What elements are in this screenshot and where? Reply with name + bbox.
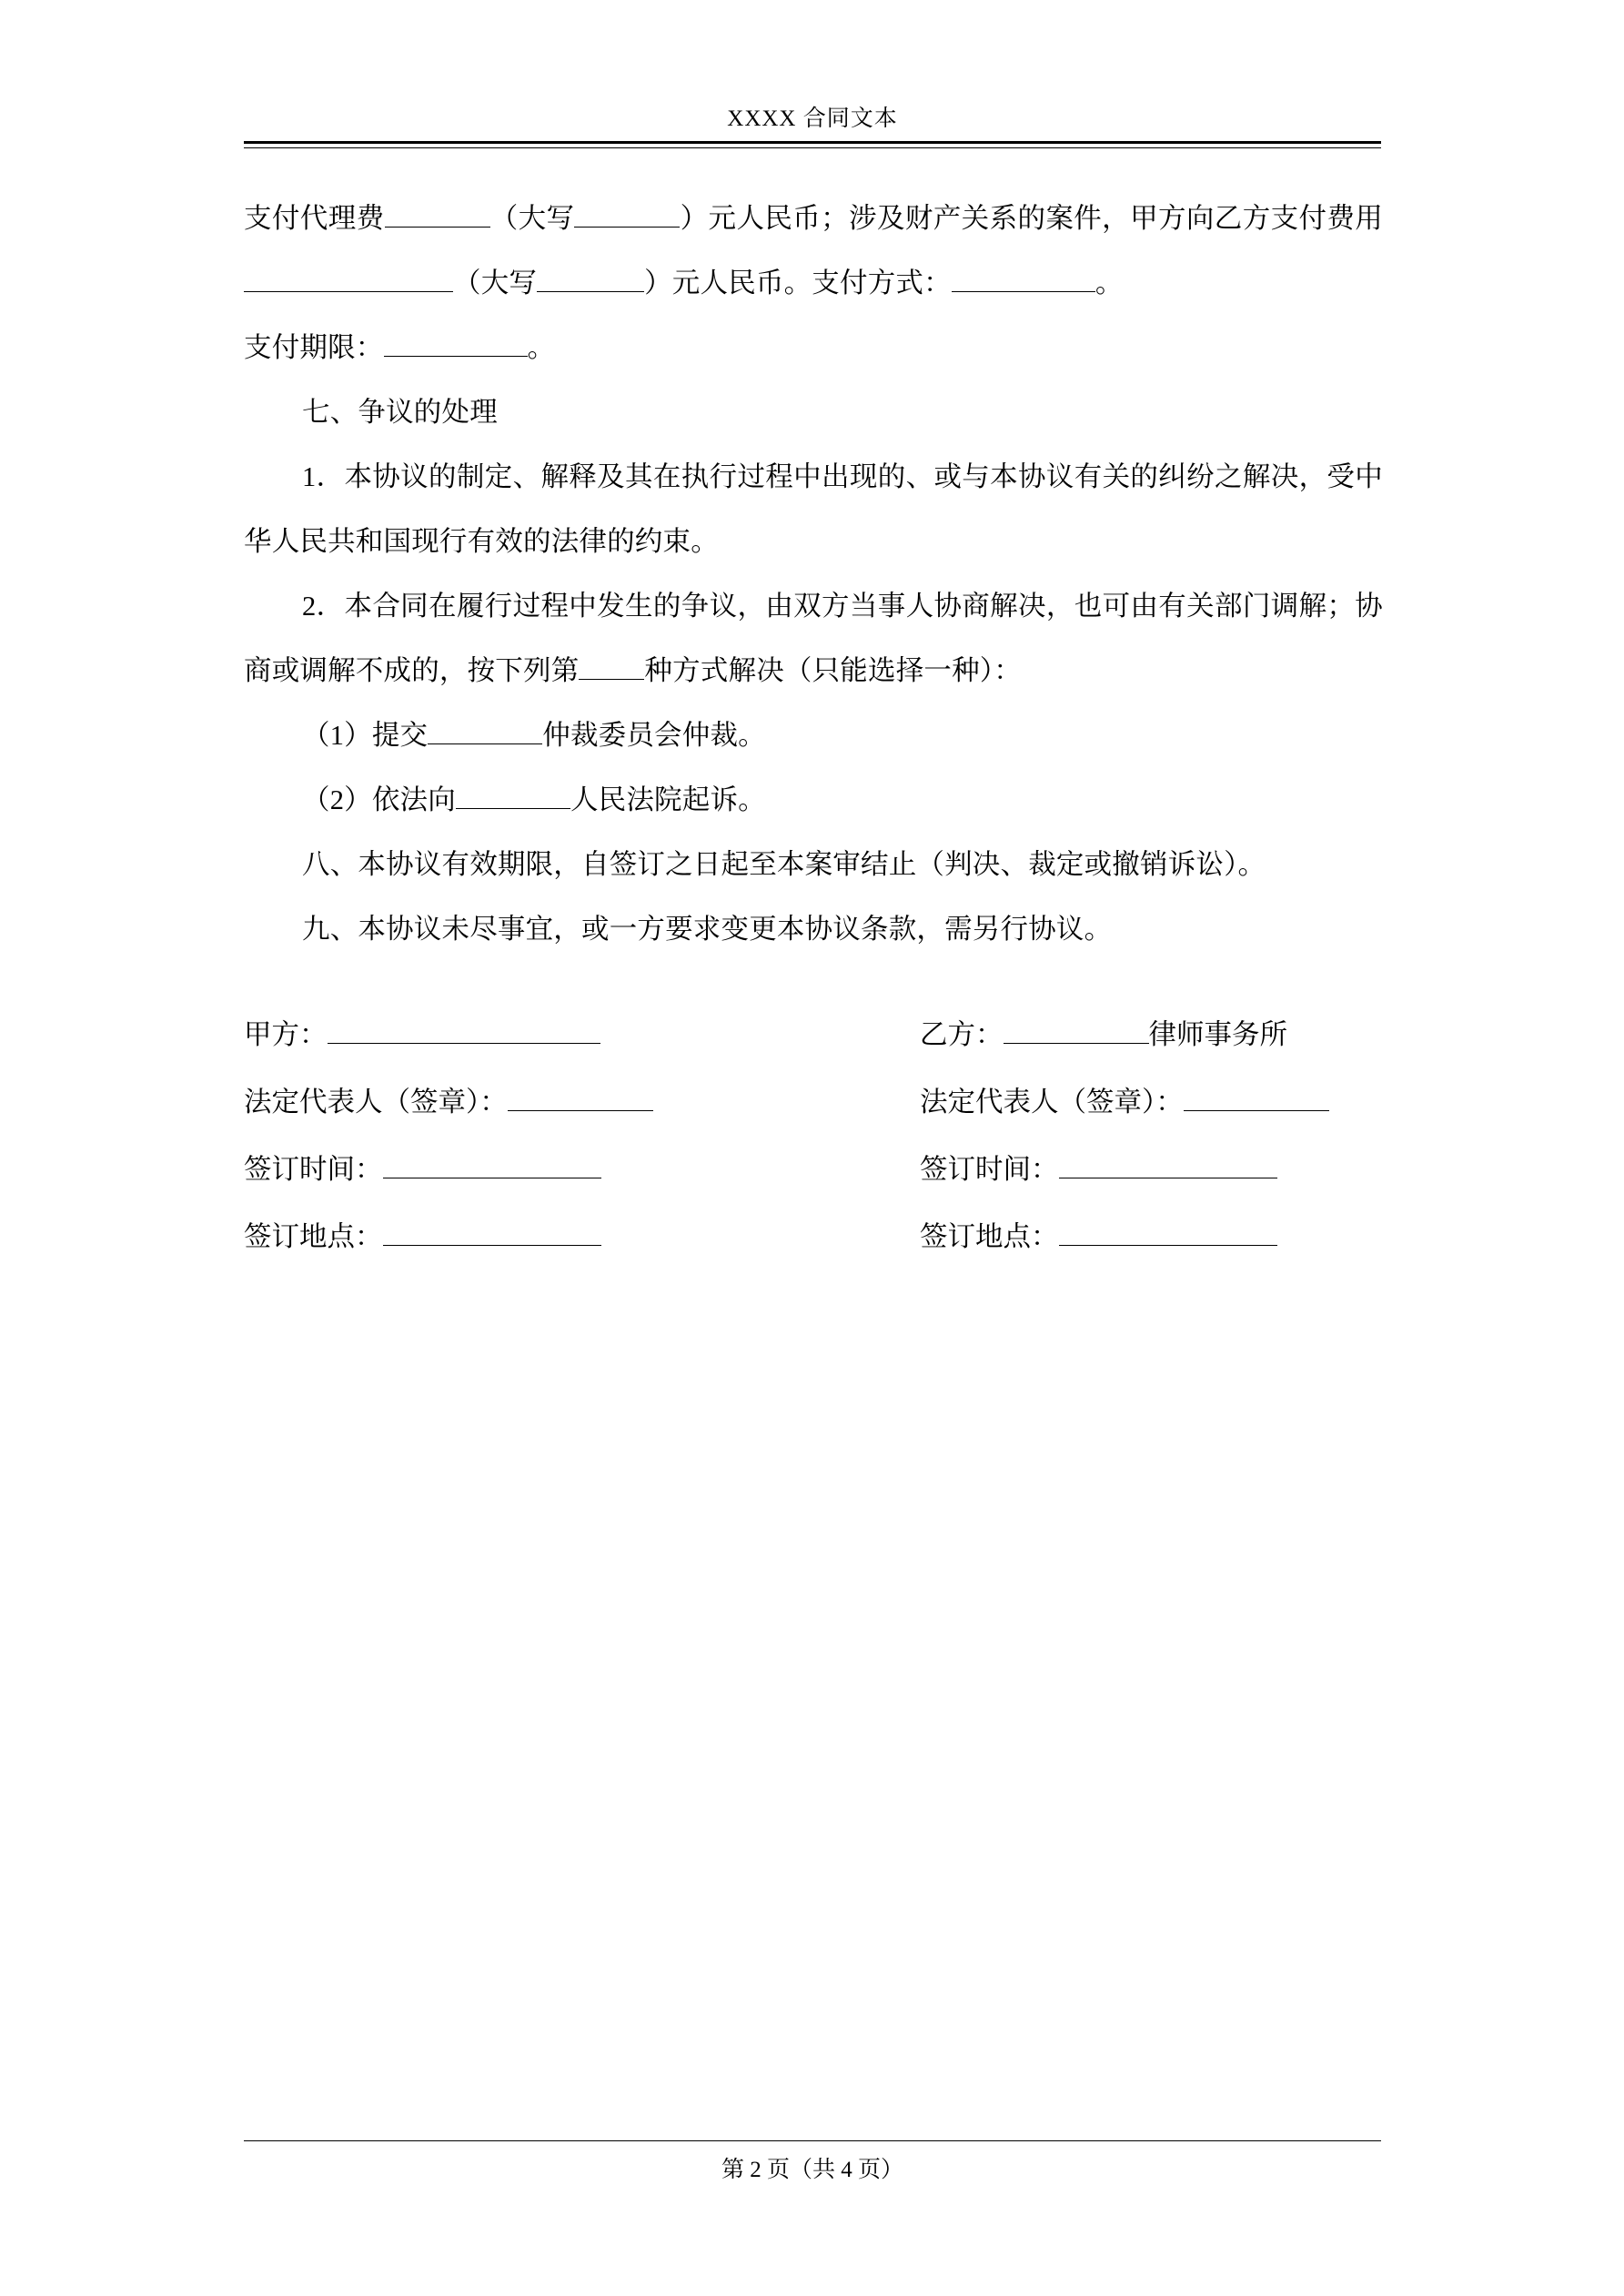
party-b-legal-rep-label: 法定代表人（签章）： — [920, 1087, 1184, 1118]
party-b-suffix: 律师事务所 — [1148, 1019, 1287, 1050]
option1-text-b: 仲裁委员会仲裁。 — [542, 720, 766, 751]
party-a-legal-rep-blank — [508, 1110, 653, 1111]
party-b-blank — [1004, 1043, 1149, 1044]
term-text-1: 支付期限： — [244, 332, 384, 363]
party-a-legal-rep-label: 法定代表人（签章）： — [244, 1087, 508, 1118]
party-b-date-field — [813, 1136, 1383, 1203]
header-rule-thick — [244, 141, 1381, 144]
party-a-name-field — [244, 1001, 813, 1068]
fee-text-2: （大写 — [489, 203, 575, 234]
option2-text-b: 人民法院起诉。 — [570, 784, 766, 815]
party-a-date-label: 签订时间： — [244, 1154, 383, 1185]
section-7-item-2-option-1 — [244, 703, 1383, 768]
fee-blank-4 — [537, 291, 644, 292]
item2-text-b: 种方式解决（只能选择一种）： — [644, 655, 1022, 686]
section-7-item-2 — [244, 574, 1383, 703]
signature-row-place — [244, 1203, 1383, 1270]
section-7-item-1: 1．本协议的制定、解释及其在执行过程中出现的、或与本协议有关的纠纷之解决，受中华人民共和国现行有效的法律的约束。 — [244, 461, 1383, 557]
fee-blank-1 — [385, 227, 490, 228]
signature-row-date — [244, 1136, 1383, 1203]
party-b-label: 乙方： — [920, 1019, 1004, 1050]
party-b-place-label: 签订地点： — [920, 1221, 1059, 1252]
party-a-place-field — [244, 1203, 813, 1270]
option2-blank — [456, 808, 570, 809]
party-b-place-field — [813, 1203, 1383, 1270]
party-a-label: 甲方： — [244, 1019, 328, 1050]
party-b-name-field — [813, 1001, 1383, 1068]
term-blank-1 — [384, 356, 528, 357]
item2-text-a: 2．本合同在履行过程中发生的争议，由双方当事人协商解决，也可由有关部门调解；协商或调解不成的，按下列第 — [244, 591, 1383, 686]
header-rule-thin — [244, 147, 1381, 148]
signature-block — [244, 1001, 1383, 1270]
page-footer: 第 2 页（共 4 页） — [721, 2158, 903, 2182]
party-a-legal-rep-field — [244, 1068, 813, 1136]
fee-blank-2 — [574, 227, 680, 228]
fee-text-3: ）元人民币；涉及财产关系的案件，甲方向乙方支付费用 — [680, 203, 1384, 234]
section-8: 八、本协议有效期限，自签订之日起至本案审结止（判决、裁定或撤销诉讼）。 — [302, 849, 1266, 880]
party-a-place-blank — [383, 1245, 601, 1246]
paragraph-agency-fee — [244, 187, 1383, 316]
term-text-2: 。 — [527, 332, 556, 363]
option1-text-a: （1）提交 — [302, 720, 429, 751]
section-9: 九、本协议未尽事宜，或一方要求变更本协议条款，需另行协议。 — [302, 914, 1113, 945]
item2-blank — [579, 679, 644, 680]
party-a-blank — [328, 1043, 600, 1044]
fee-blank-3 — [244, 291, 453, 292]
fee-text-4: （大写 — [453, 268, 538, 298]
party-b-place-blank — [1059, 1245, 1277, 1246]
fee-text-6: 。 — [1094, 268, 1124, 298]
option1-blank — [428, 743, 542, 744]
fee-text-1: 支付代理费 — [244, 203, 385, 234]
document-body — [244, 187, 1383, 962]
option2-text-a: （2）依法向 — [302, 784, 456, 815]
party-b-legal-rep-field — [813, 1068, 1383, 1136]
paragraph-payment-term — [244, 316, 1383, 380]
signature-row-parties — [244, 1001, 1383, 1068]
section-7-item-2-option-2 — [244, 768, 1383, 833]
signature-row-legal-rep — [244, 1068, 1383, 1136]
party-b-legal-rep-blank — [1184, 1110, 1329, 1111]
fee-text-5: ）元人民币。支付方式： — [644, 268, 952, 298]
page-header-title: XXXX 合同文本 — [727, 106, 898, 131]
party-a-place-label: 签订地点： — [244, 1221, 383, 1252]
section-7-title: 七、争议的处理 — [302, 397, 498, 428]
fee-blank-5 — [952, 291, 1095, 292]
party-b-date-label: 签订时间： — [920, 1154, 1059, 1185]
party-a-date-field — [244, 1136, 813, 1203]
footer-rule — [244, 2140, 1381, 2141]
